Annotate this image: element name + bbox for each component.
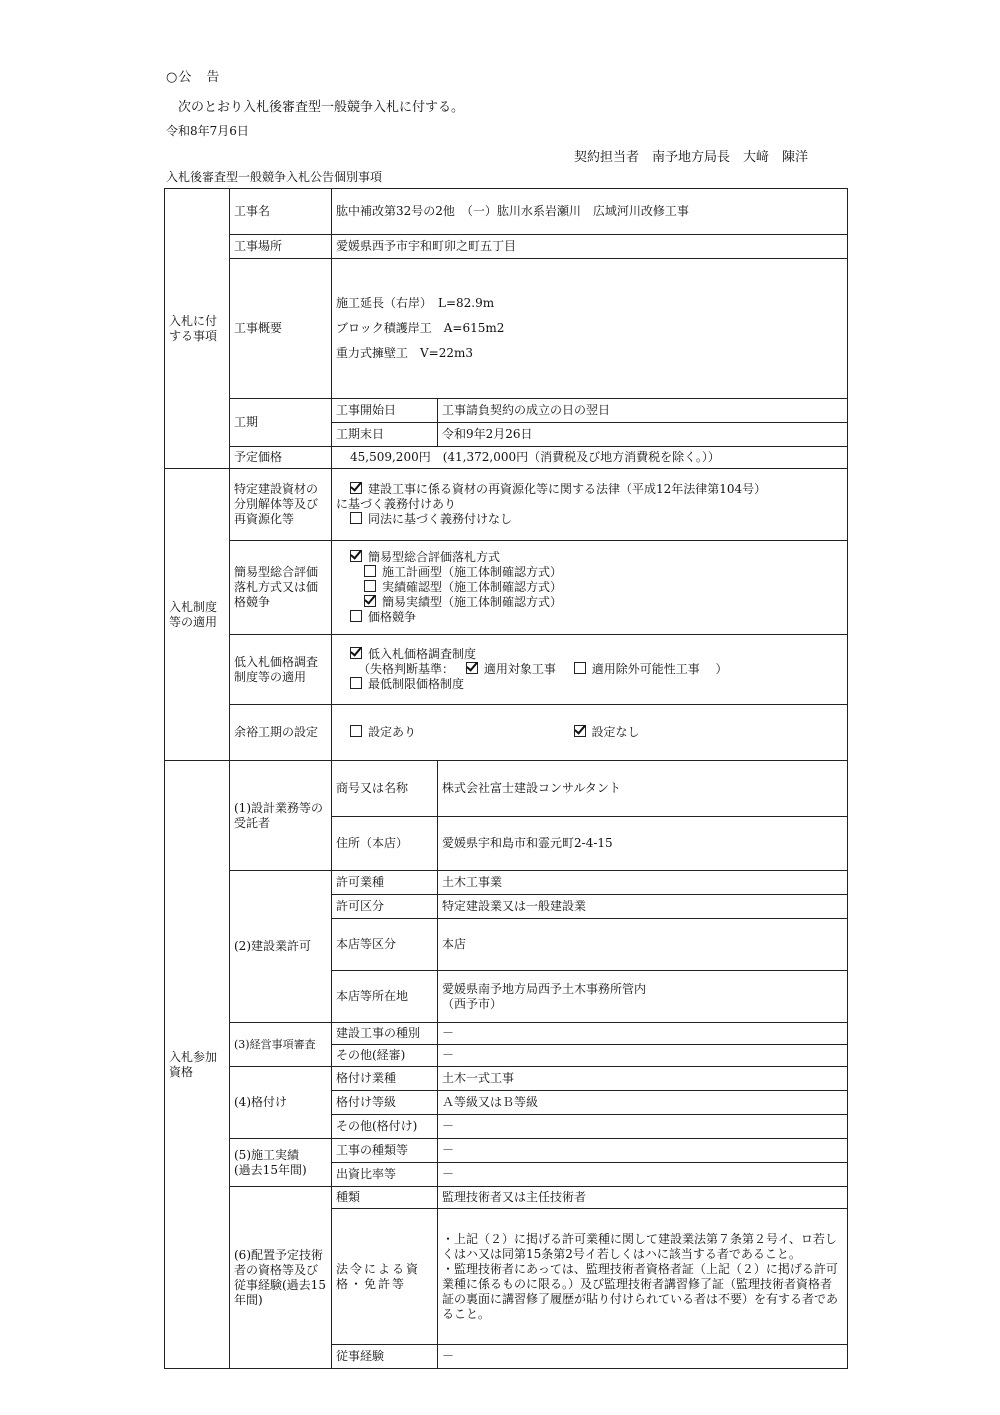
record-ratio-label: 出資比率等 — [332, 1163, 438, 1187]
recycle-label: 特定建設資材の分別解体等及び再資源化等 — [230, 469, 332, 541]
review-other-label: その他(経審) — [332, 1045, 438, 1067]
checkbox-empty-icon — [350, 610, 362, 622]
low-bid-label: 低入札価格調査制度等の適用 — [230, 635, 332, 705]
criteria-option-a: 適用対象工事 — [483, 662, 556, 676]
checkbox-checked-icon — [574, 725, 586, 737]
work-record-label-line1: (5)施工実績 — [234, 1147, 299, 1162]
summary-line: 施工延長（右岸） L=82.9m — [336, 296, 495, 310]
rating-grade-label: 格付け等級 — [332, 1091, 438, 1115]
engineer-license-label: 法令による資格・免許等 — [332, 1209, 438, 1345]
engineer-license-line1: ・上記（２）に掲げる許可業種に関して建設業法第７条第２号イ、ロ若しくはハ又は同第15条第2号イ若しくはハに該当する者であること。 — [442, 1231, 837, 1261]
eval-option-1: 簡易型総合評価落札方式 — [368, 550, 501, 564]
contract-signer: 契約担当者 南予地方局長 大﨑 陳洋 — [573, 150, 808, 165]
engineer-license-line2: ・監理技術者にあっては、監理技術者資格者証（上記（２）に掲げる許可業種に係るものに限る。）及び監理技術者講習修了証（監理技術者資格者証の裏面に講習修了履歴が貼り付けられている者は不要）を有する者であること。 — [442, 1261, 839, 1321]
rating-grade-value: Ａ等級又はＢ等級 — [438, 1091, 848, 1115]
notice-heading: ○公 告 — [166, 70, 221, 85]
planned-price-label: 予定価格 — [230, 447, 332, 469]
checkbox-empty-icon — [574, 662, 586, 674]
license-type-value: 土木工事業 — [438, 871, 848, 895]
work-record-label-line2: (過去15年間) — [234, 1162, 307, 1177]
spare-period-label: 余裕工期の設定 — [230, 705, 332, 761]
work-summary-value — [332, 259, 848, 399]
planned-price-value: 45,509,200円 (41,372,000円（消費税及び地方消費税を除く。）） — [332, 447, 848, 469]
work-name-label: 工事名 — [230, 189, 332, 235]
engineer-experience-value: － — [438, 1345, 848, 1369]
category-bid-items: 入札に付する事項 — [165, 189, 230, 469]
evaluation-options — [332, 541, 848, 635]
recycle-option-1: 建設工事に係る資材の再資源化等に関する法律（平成12年法律第104号） — [368, 482, 767, 496]
design-name-label: 商号又は名称 — [332, 761, 438, 817]
checkbox-empty-icon — [364, 565, 376, 577]
start-date-label: 工事開始日 — [332, 399, 438, 423]
checkbox-checked-icon — [466, 662, 478, 674]
end-date-label: 工期末日 — [332, 423, 438, 447]
office-location-line1: 愛媛県南予地方局西予土木事務所管内 — [442, 981, 647, 996]
criteria-suffix: ） — [715, 662, 728, 676]
checkbox-checked-icon — [350, 550, 362, 562]
office-location-label: 本店等所在地 — [332, 971, 438, 1023]
work-summary-label: 工事概要 — [230, 259, 332, 399]
checkbox-empty-icon — [364, 580, 376, 592]
engineer-kind-label: 種類 — [332, 1187, 438, 1209]
rating-type-value: 土木一式工事 — [438, 1067, 848, 1091]
checkbox-checked-icon — [350, 482, 362, 494]
engineer-experience-label: 従事経験 — [332, 1345, 438, 1369]
eval-sub-option-2: 実績確認型（施工体制確認方式） — [382, 580, 563, 594]
recycle-options — [332, 469, 848, 541]
recycle-option-2: 同法に基づく義務付けなし — [368, 512, 513, 526]
evaluation-label: 簡易型総合評価落札方式又は価格競争 — [230, 541, 332, 635]
record-type-value: － — [438, 1139, 848, 1163]
notice-date: 令和8年7月6日 — [166, 124, 249, 138]
office-location-value — [438, 971, 848, 1023]
rating-type-label: 格付け業種 — [332, 1067, 438, 1091]
summary-line: ブロック積護岸工 A=615m2 — [336, 321, 505, 335]
license-class-label: 許可区分 — [332, 895, 438, 919]
design-name-value: 株式会社富士建設コンサルタント — [438, 761, 848, 817]
work-period-label: 工期 — [230, 399, 332, 447]
eval-sub-option-1: 施工計画型（施工体制確認方式） — [382, 565, 563, 579]
record-type-label: 工事の種類等 — [332, 1139, 438, 1163]
engineer-label: (6)配置予定技術者の資格等及び従事経験(過去15年間) — [230, 1187, 332, 1369]
design-contractor-label: (1)設計業務等の受託者 — [230, 761, 332, 871]
engineer-kind-value: 監理技術者又は主任技術者 — [438, 1187, 848, 1209]
eval-option-2: 価格競争 — [368, 610, 417, 624]
low-bid-options — [332, 635, 848, 705]
record-ratio-value: － — [438, 1163, 848, 1187]
end-date-value: 令和9年2月26日 — [438, 423, 848, 447]
checkbox-checked-icon — [350, 647, 362, 659]
design-address-value: 愛媛県宇和島市和霊元町2-4-15 — [438, 817, 848, 871]
license-class-value: 特定建設業又は一般建設業 — [438, 895, 848, 919]
table-title: 入札後審査型一般競争入札公告個別事項 — [166, 170, 383, 184]
eval-sub-option-3: 簡易実績型（施工体制確認方式） — [382, 595, 563, 609]
start-date-value: 工事請負契約の成立の日の翌日 — [438, 399, 848, 423]
spare-option-2: 設定なし — [591, 725, 640, 739]
review-type-label: 建設工事の種別 — [332, 1023, 438, 1045]
checkbox-empty-icon — [350, 677, 362, 689]
checkbox-empty-icon — [350, 512, 362, 524]
spare-option-1: 設定あり — [368, 725, 417, 739]
criteria-option-b: 適用除外可能性工事 — [591, 662, 700, 676]
work-place-label: 工事場所 — [230, 235, 332, 259]
work-name-value: 肱中補改第32号の2他 （一）肱川水系岩瀬川 広域河川改修工事 — [332, 189, 848, 235]
low-bid-option-1: 低入札価格調査制度 — [368, 647, 477, 661]
work-record-label — [230, 1139, 332, 1187]
work-place-value: 愛媛県西予市宇和町卯之町五丁目 — [332, 235, 848, 259]
rating-label: (4)格付け — [230, 1067, 332, 1139]
license-type-label: 許可業種 — [332, 871, 438, 895]
license-label: (2)建設業許可 — [230, 871, 332, 1023]
rating-other-value: － — [438, 1115, 848, 1139]
summary-line: 重力式擁壁工 V=22m3 — [336, 346, 474, 360]
recycle-option-1-cont: に基づく義務付けあり — [336, 497, 457, 511]
bid-details-table — [164, 188, 848, 1369]
criteria-prefix: （失格判断基準： — [358, 662, 455, 676]
office-type-value: 本店 — [438, 919, 848, 971]
management-review-label: (3)経営事項審査 — [230, 1023, 332, 1067]
spare-period-options — [332, 705, 848, 761]
design-address-label: 住所（本店） — [332, 817, 438, 871]
low-bid-option-2: 最低制限価格制度 — [368, 677, 465, 691]
engineer-license-value — [438, 1209, 848, 1345]
review-other-value: － — [438, 1045, 848, 1067]
category-system: 入札制度等の適用 — [165, 469, 230, 761]
checkbox-checked-icon — [364, 595, 376, 607]
rating-other-label: その他(格付け) — [332, 1115, 438, 1139]
office-type-label: 本店等区分 — [332, 919, 438, 971]
office-location-line2: （西予市） — [442, 996, 503, 1011]
review-type-value: － — [438, 1023, 848, 1045]
checkbox-empty-icon — [350, 725, 362, 737]
category-qualification: 入札参加資格 — [165, 761, 230, 1369]
intro-text: 次のとおり入札後審査型一般競争入札に付する。 — [178, 100, 465, 115]
